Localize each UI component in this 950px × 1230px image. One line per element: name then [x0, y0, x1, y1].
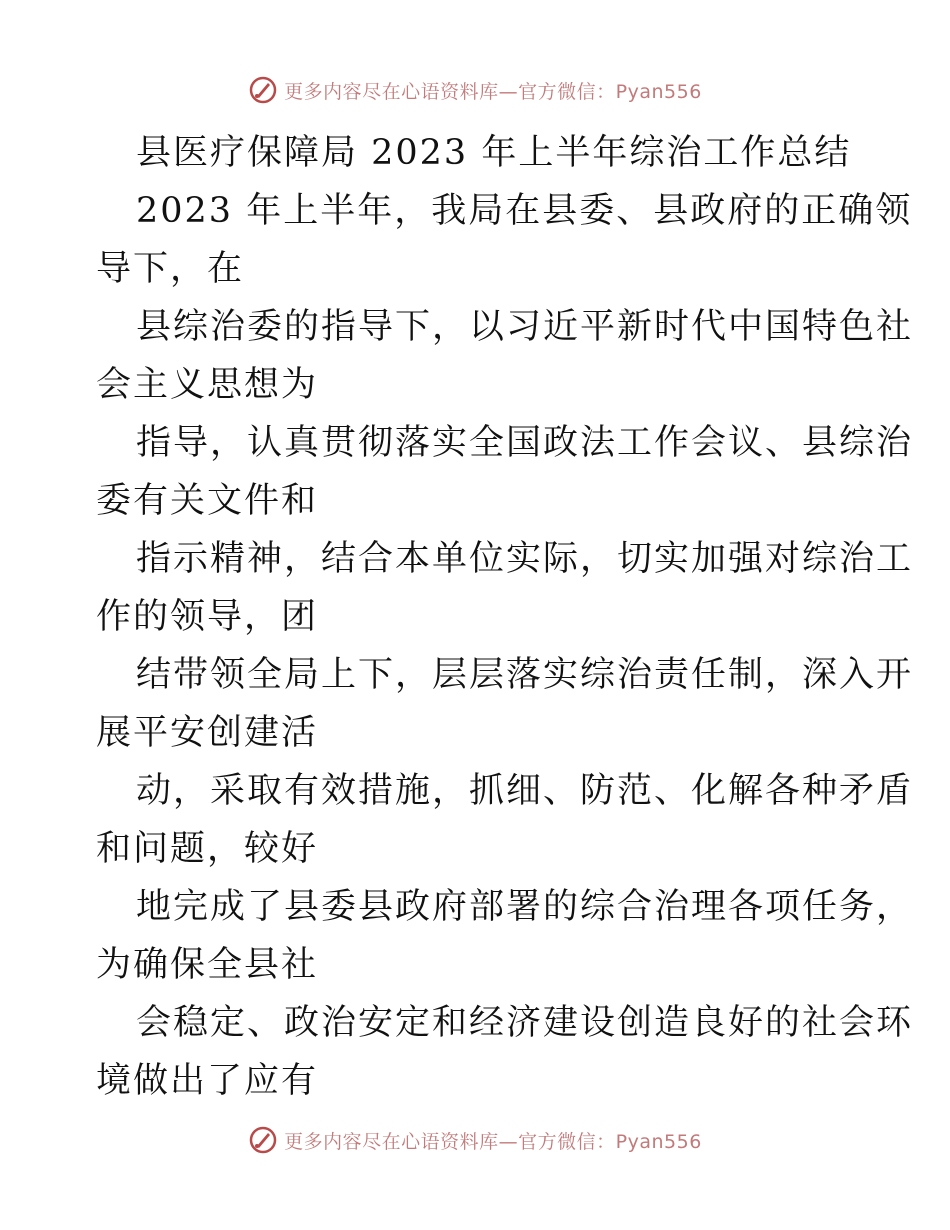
text-line: 为确保全县社 — [96, 945, 319, 985]
text-line: 结带领全局上下，层层落实综治责任制，深入开 — [136, 655, 914, 695]
text-line: 地完成了县委县政府部署的综合治理各项任务， — [136, 887, 914, 927]
text-line: 县综治委的指导下，以习近平新时代中国特色社 — [136, 307, 914, 347]
text-line: 和问题，较好 — [96, 829, 319, 869]
quill-seal-icon — [248, 75, 278, 105]
document-body — [96, 124, 914, 1110]
text-line: 会主义思想为 — [96, 365, 319, 405]
banner-text: 更多内容尽在心语资料库—官方微信：Pyan556 — [284, 80, 702, 103]
text-line: 展平安创建活 — [96, 713, 319, 753]
text-line: 2023 年上半年，我局在县委、县政府的正确领 — [136, 191, 913, 231]
text-line: 会稳定、政治安定和经济建设创造良好的社会环 — [136, 1003, 914, 1043]
text-line: 导下，在 — [96, 249, 245, 289]
text-line: 指示精神，结合本单位实际，切实加强对综治工 — [136, 539, 914, 579]
header-banner — [0, 70, 950, 110]
text-line: 委有关文件和 — [96, 481, 319, 521]
banner-text: 更多内容尽在心语资料库—官方微信：Pyan556 — [284, 1130, 702, 1153]
text-line: 作的领导，团 — [96, 597, 319, 637]
footer-banner — [0, 1120, 950, 1160]
quill-seal-icon — [248, 1125, 278, 1155]
text-line: 动，采取有效措施，抓细、防范、化解各种矛盾 — [136, 771, 914, 811]
text-line: 境做出了应有 — [96, 1061, 319, 1101]
document-title: 县医疗保障局 2023 年上半年综治工作总结 — [136, 133, 852, 173]
text-line: 指导，认真贯彻落实全国政法工作会议、县综治 — [136, 423, 914, 463]
